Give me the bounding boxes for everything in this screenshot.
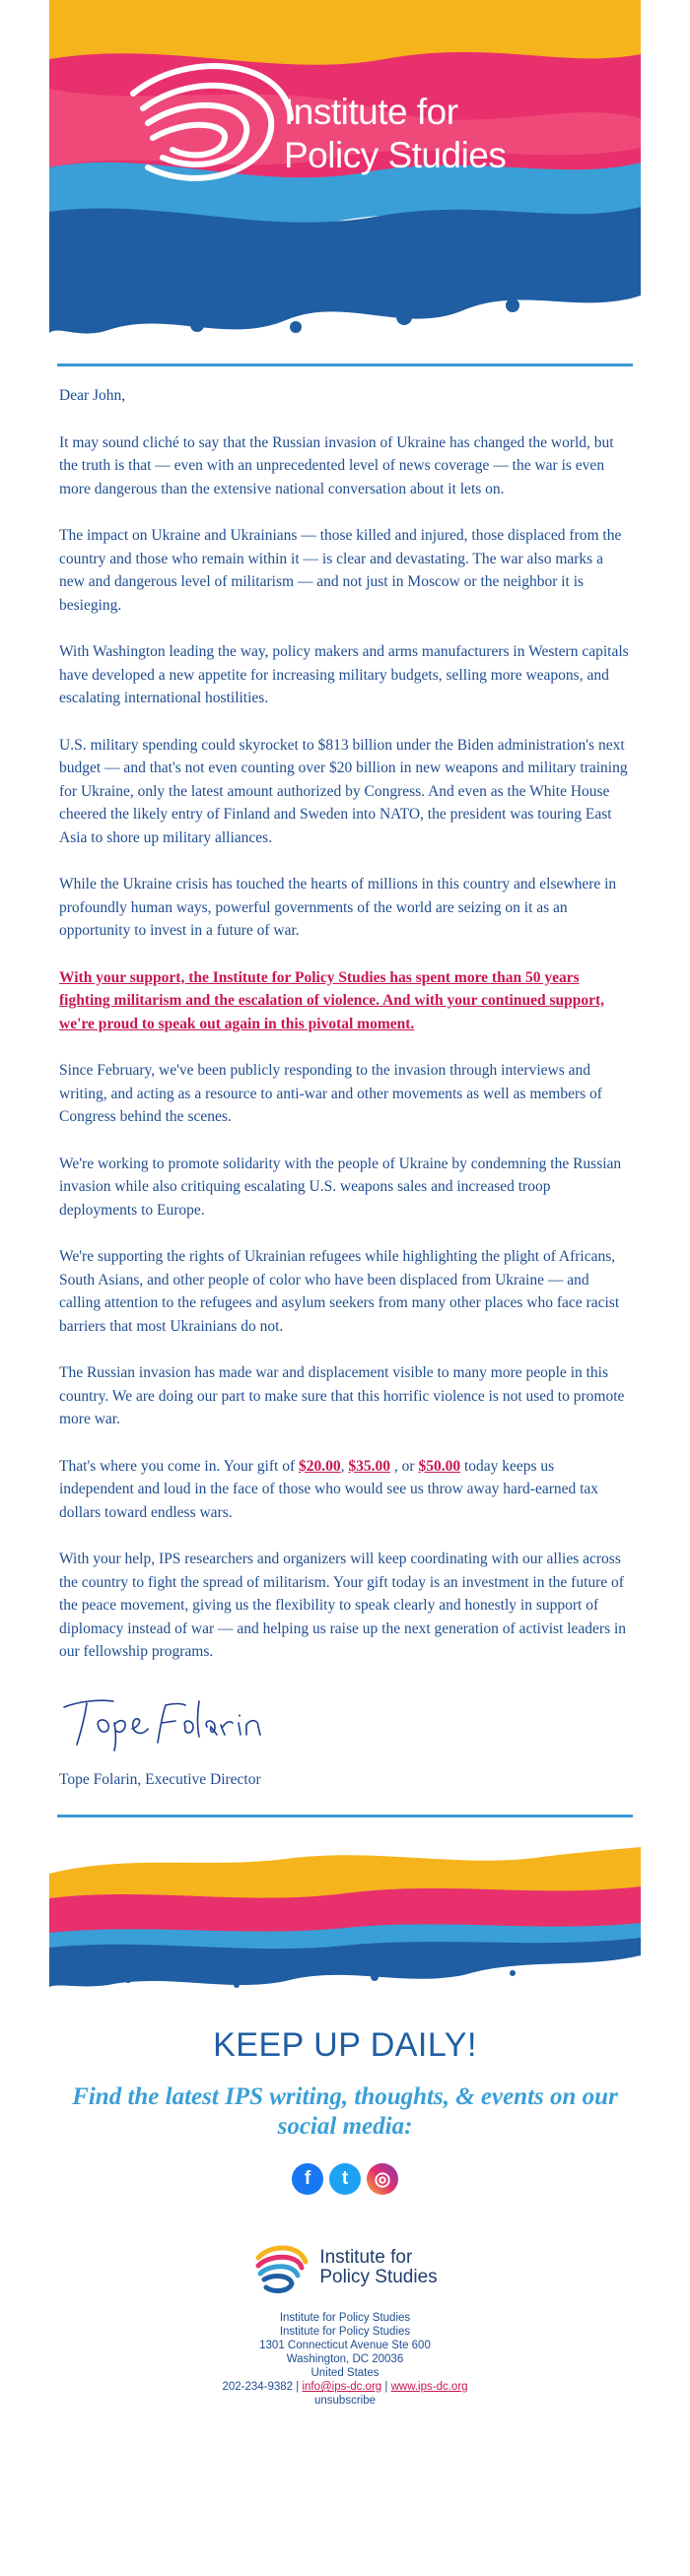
unsubscribe-link[interactable]: unsubscribe <box>313 2395 376 2407</box>
paragraph-9: The Russian invasion has made war and displacement visible to many more people in this country. We are doing our part to make sure that this horrific violence is not used to promote more war. <box>59 1364 625 1427</box>
header-banner <box>49 0 641 350</box>
gift-separator-1: , <box>340 1457 349 1475</box>
contact-pipe-2: | <box>381 2381 391 2393</box>
street-address: 1301 Connecticut Avenue Ste 600 <box>259 2340 431 2351</box>
highlight-donate-link[interactable]: With your support, the Institute for Policy Studies has spent more than 50 years fighting militarism and the escalation of violence. And with your continued support, we're proud to speak out again in this pivotal moment. <box>59 968 605 1032</box>
footer-logo-line-2: Policy Studies <box>319 2267 438 2287</box>
gift-separator-2: , or <box>390 1457 419 1475</box>
website-link[interactable]: www.ips-dc.org <box>390 2381 468 2393</box>
contact-pipe-1: | <box>293 2381 303 2393</box>
email-link[interactable]: info@ips-dc.org <box>302 2381 382 2393</box>
instagram-icon[interactable]: ◎ <box>367 2163 398 2195</box>
logo-line-2: Policy Studies <box>284 135 507 175</box>
facebook-icon[interactable]: f <box>292 2163 323 2195</box>
paragraph-4: U.S. military spending could skyrocket to $813 billion under the Biden administration's next budget — and that's not even counting over $20 billion in new weapons and military training for Ukraine, only the latest amount authorized by Congress. And even as the White House cheered the likely entry of Finland and Sweden into NATO, the president was touring East Asia to shore up military alliances. <box>59 736 628 846</box>
org-name-2: Institute for Policy Studies <box>279 2326 411 2338</box>
paragraph-3: With Washington leading the way, policy makers and arms manufacturers in Western capitals have developed a new appetite for increasing military budgets, selling more weapons, and escalating international hostilities. <box>59 643 629 706</box>
footer-logo <box>49 2236 641 2299</box>
header-logo-text <box>284 91 506 177</box>
footer-banner <box>49 1839 641 1997</box>
social-callout: Find the latest IPS writing, thoughts, & events on our social media: <box>72 2083 618 2140</box>
paragraph-7: We're working to promote solidarity with the people of Ukraine by condemning the Russian invasion while also critiquing escalating U.S. weapons sales and increased troop deployments to Europe. <box>59 1155 622 1219</box>
paragraph-10 <box>59 1455 631 1525</box>
contact-line <box>49 2380 641 2394</box>
paragraph-5: While the Ukraine crisis has touched the hearts of millions in this country and elsewhere in profoundly human ways, powerful governments of the world are seizing on it as an opportunity to invest in a future of war. <box>59 876 617 939</box>
signature <box>59 1687 631 1756</box>
org-name-1: Institute for Policy Studies <box>279 2312 411 2324</box>
signoff: Tope Folarin, Executive Director <box>59 1770 261 1788</box>
keep-up-heading: KEEP UP DAILY! <box>213 2026 477 2064</box>
paragraph-8: We're supporting the rights of Ukrainian refugees while highlighting the plight of Africans, South Asians, and other people of color who have been displaced from Ukraine — and calling attention to the refugees and asylum seekers from many other places who face racist barriers that most Ukrainians do not. <box>59 1248 620 1335</box>
paragraph-11: With your help, IPS researchers and organizers will keep coordinating with our allies across the country to fight the spread of militarism. Your gift today is an investment in the future of the peace movement, giving us the flexibility to speak clearly and honestly in support of diplomacy instead of war — and helping us raise up the next generation of activist leaders in our fellowship programs. <box>59 1551 627 1660</box>
gift-text-pre: That's where you come in. Your gift of <box>59 1457 300 1475</box>
divider-bottom <box>57 1815 633 1817</box>
letter-body <box>49 366 641 1791</box>
gift-amount-50-link[interactable]: $50.00 <box>418 1457 461 1475</box>
footer-address <box>49 2311 641 2408</box>
city-state-zip: Washington, DC 20036 <box>286 2353 404 2365</box>
gift-amount-35-link[interactable]: $35.00 <box>348 1457 391 1475</box>
paragraph-1: It may sound cliché to say that the Russian invasion of Ukraine has changed the world, but the truth is that — even with an unprecedented level of news coverage — the war is even more dangerous than the extensive national conversation about it lets on. <box>59 433 614 497</box>
paragraph-2: The impact on Ukraine and Ukrainians — those killed and injured, those displaced from the country and those who remain within it — is clear and devastating. The war also marks a new and dangerous level of militarism — and not just in Moscow or the neighbor it is besieging. <box>59 527 622 614</box>
paragraph-6: Since February, we've been publicly responding to the invasion through interviews and writing, and acting as a resource to anti-war and other movements as well as members of Congress behind the scenes. <box>59 1062 602 1125</box>
gift-amount-20-link[interactable]: $20.00 <box>299 1457 341 1475</box>
footer-ips-swirl-logo-icon <box>252 2236 315 2299</box>
phone: 202-234-9382 <box>222 2381 294 2393</box>
footer-logo-text <box>319 2248 437 2287</box>
greeting: Dear John, <box>59 387 126 404</box>
email-container <box>49 0 641 2408</box>
country: United States <box>310 2367 380 2379</box>
signature-image <box>59 1687 276 1756</box>
twitter-icon[interactable]: t <box>329 2163 361 2195</box>
social-links <box>49 2163 641 2195</box>
footer-paint-stripes-graphic <box>49 1839 641 1992</box>
footer-logo-line-1: Institute for <box>319 2247 413 2268</box>
gift-text-post: today keeps us independent and loud in the face of those who would see us throw away hard-earned tax dollars toward endless wars. <box>59 1457 599 1521</box>
logo-line-1: Institute for <box>284 92 458 132</box>
